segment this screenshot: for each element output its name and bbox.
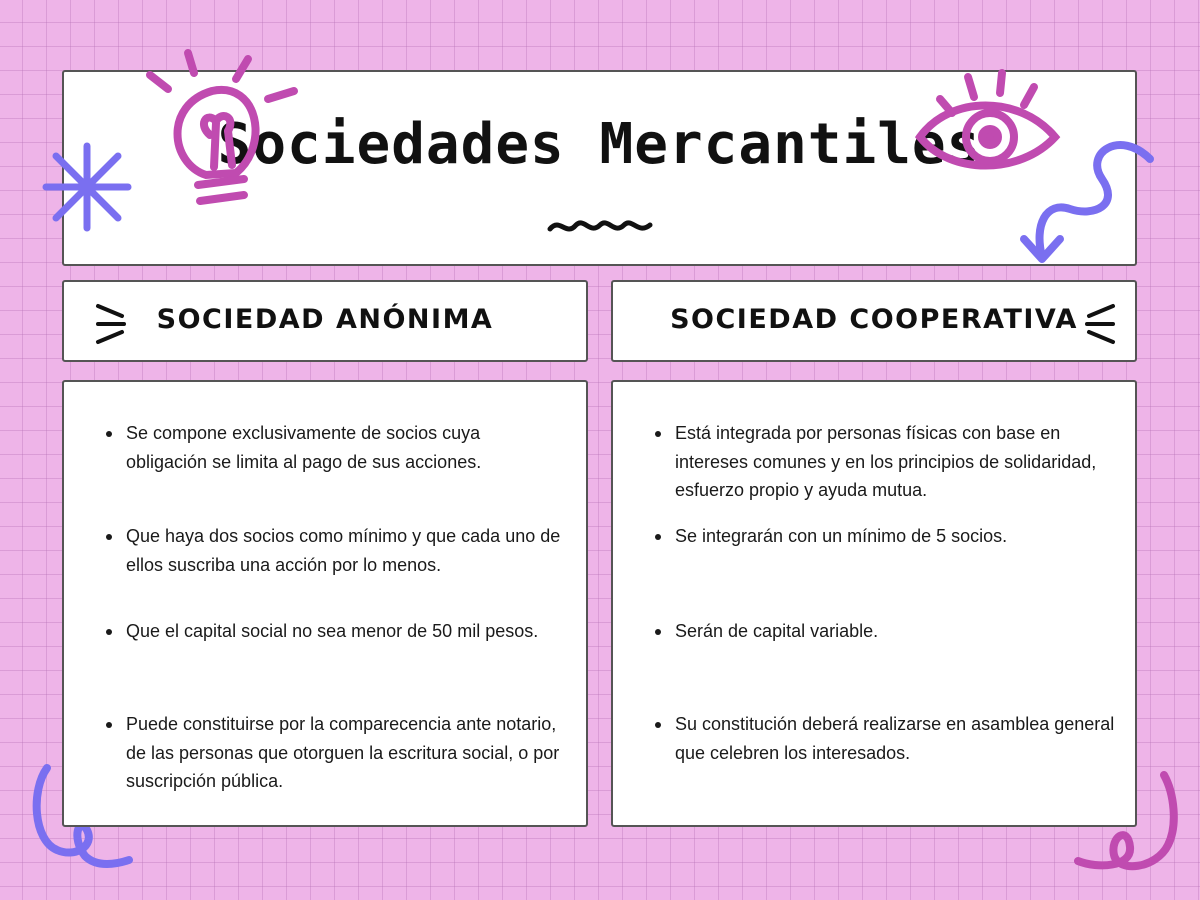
list-item [653, 419, 1115, 505]
item-text: Su constitución deberá realizarse en asamblea general que celebren los interesados. [675, 714, 1115, 763]
item-text: Serán de capital variable. [675, 621, 879, 641]
lightbulb-icon [140, 45, 310, 225]
list-item [104, 710, 566, 796]
item-text: Que haya dos socios como mínimo y que cada uno de ellos suscriba una acción por lo menos. [126, 526, 561, 575]
bullet-icon [655, 629, 661, 635]
asterisk-icon [40, 140, 135, 235]
bullet-icon [655, 534, 661, 540]
item-text: Puede constituirse por la comparecencia ante notario, de las personas que otorguen la escritura social, o por suscripción pública. [126, 714, 560, 791]
bullet-icon [106, 722, 112, 728]
bullet-icon [655, 431, 661, 437]
squiggle-underline-icon [546, 215, 656, 239]
sociedad-anonima-content [62, 380, 588, 827]
item-text: Se compone exclusivamente de socios cuya obligación se limita al pago de sus acciones. [126, 423, 482, 472]
item-text: Está integrada por personas físicas con base en intereses comunes y en los principios de solidaridad, esfuerzo propio y ayuda mutua. [675, 423, 1097, 500]
section-title: SOCIEDAD COOPERATIVA [670, 304, 1078, 335]
bullet-icon [655, 722, 661, 728]
list-item [653, 522, 1115, 551]
list-item [104, 617, 566, 646]
bullet-icon [106, 534, 112, 540]
sociedad-anonima-header [62, 280, 588, 362]
list-item [653, 617, 1115, 646]
bullet-icon [106, 431, 112, 437]
sociedad-cooperativa-header [611, 280, 1137, 362]
page-title: Sociedades Mercantiles [217, 112, 982, 177]
list-item [653, 710, 1115, 767]
item-text: Que el capital social no sea menor de 50 mil pesos. [126, 621, 539, 641]
bullet-icon [106, 629, 112, 635]
item-text: Se integrarán con un mínimo de 5 socios. [675, 526, 1008, 546]
section-title: SOCIEDAD ANÓNIMA [156, 304, 494, 335]
list-item [104, 419, 566, 476]
squiggle-arrow-icon [1010, 135, 1170, 275]
sociedad-cooperativa-content [611, 380, 1137, 827]
list-item [104, 522, 566, 579]
